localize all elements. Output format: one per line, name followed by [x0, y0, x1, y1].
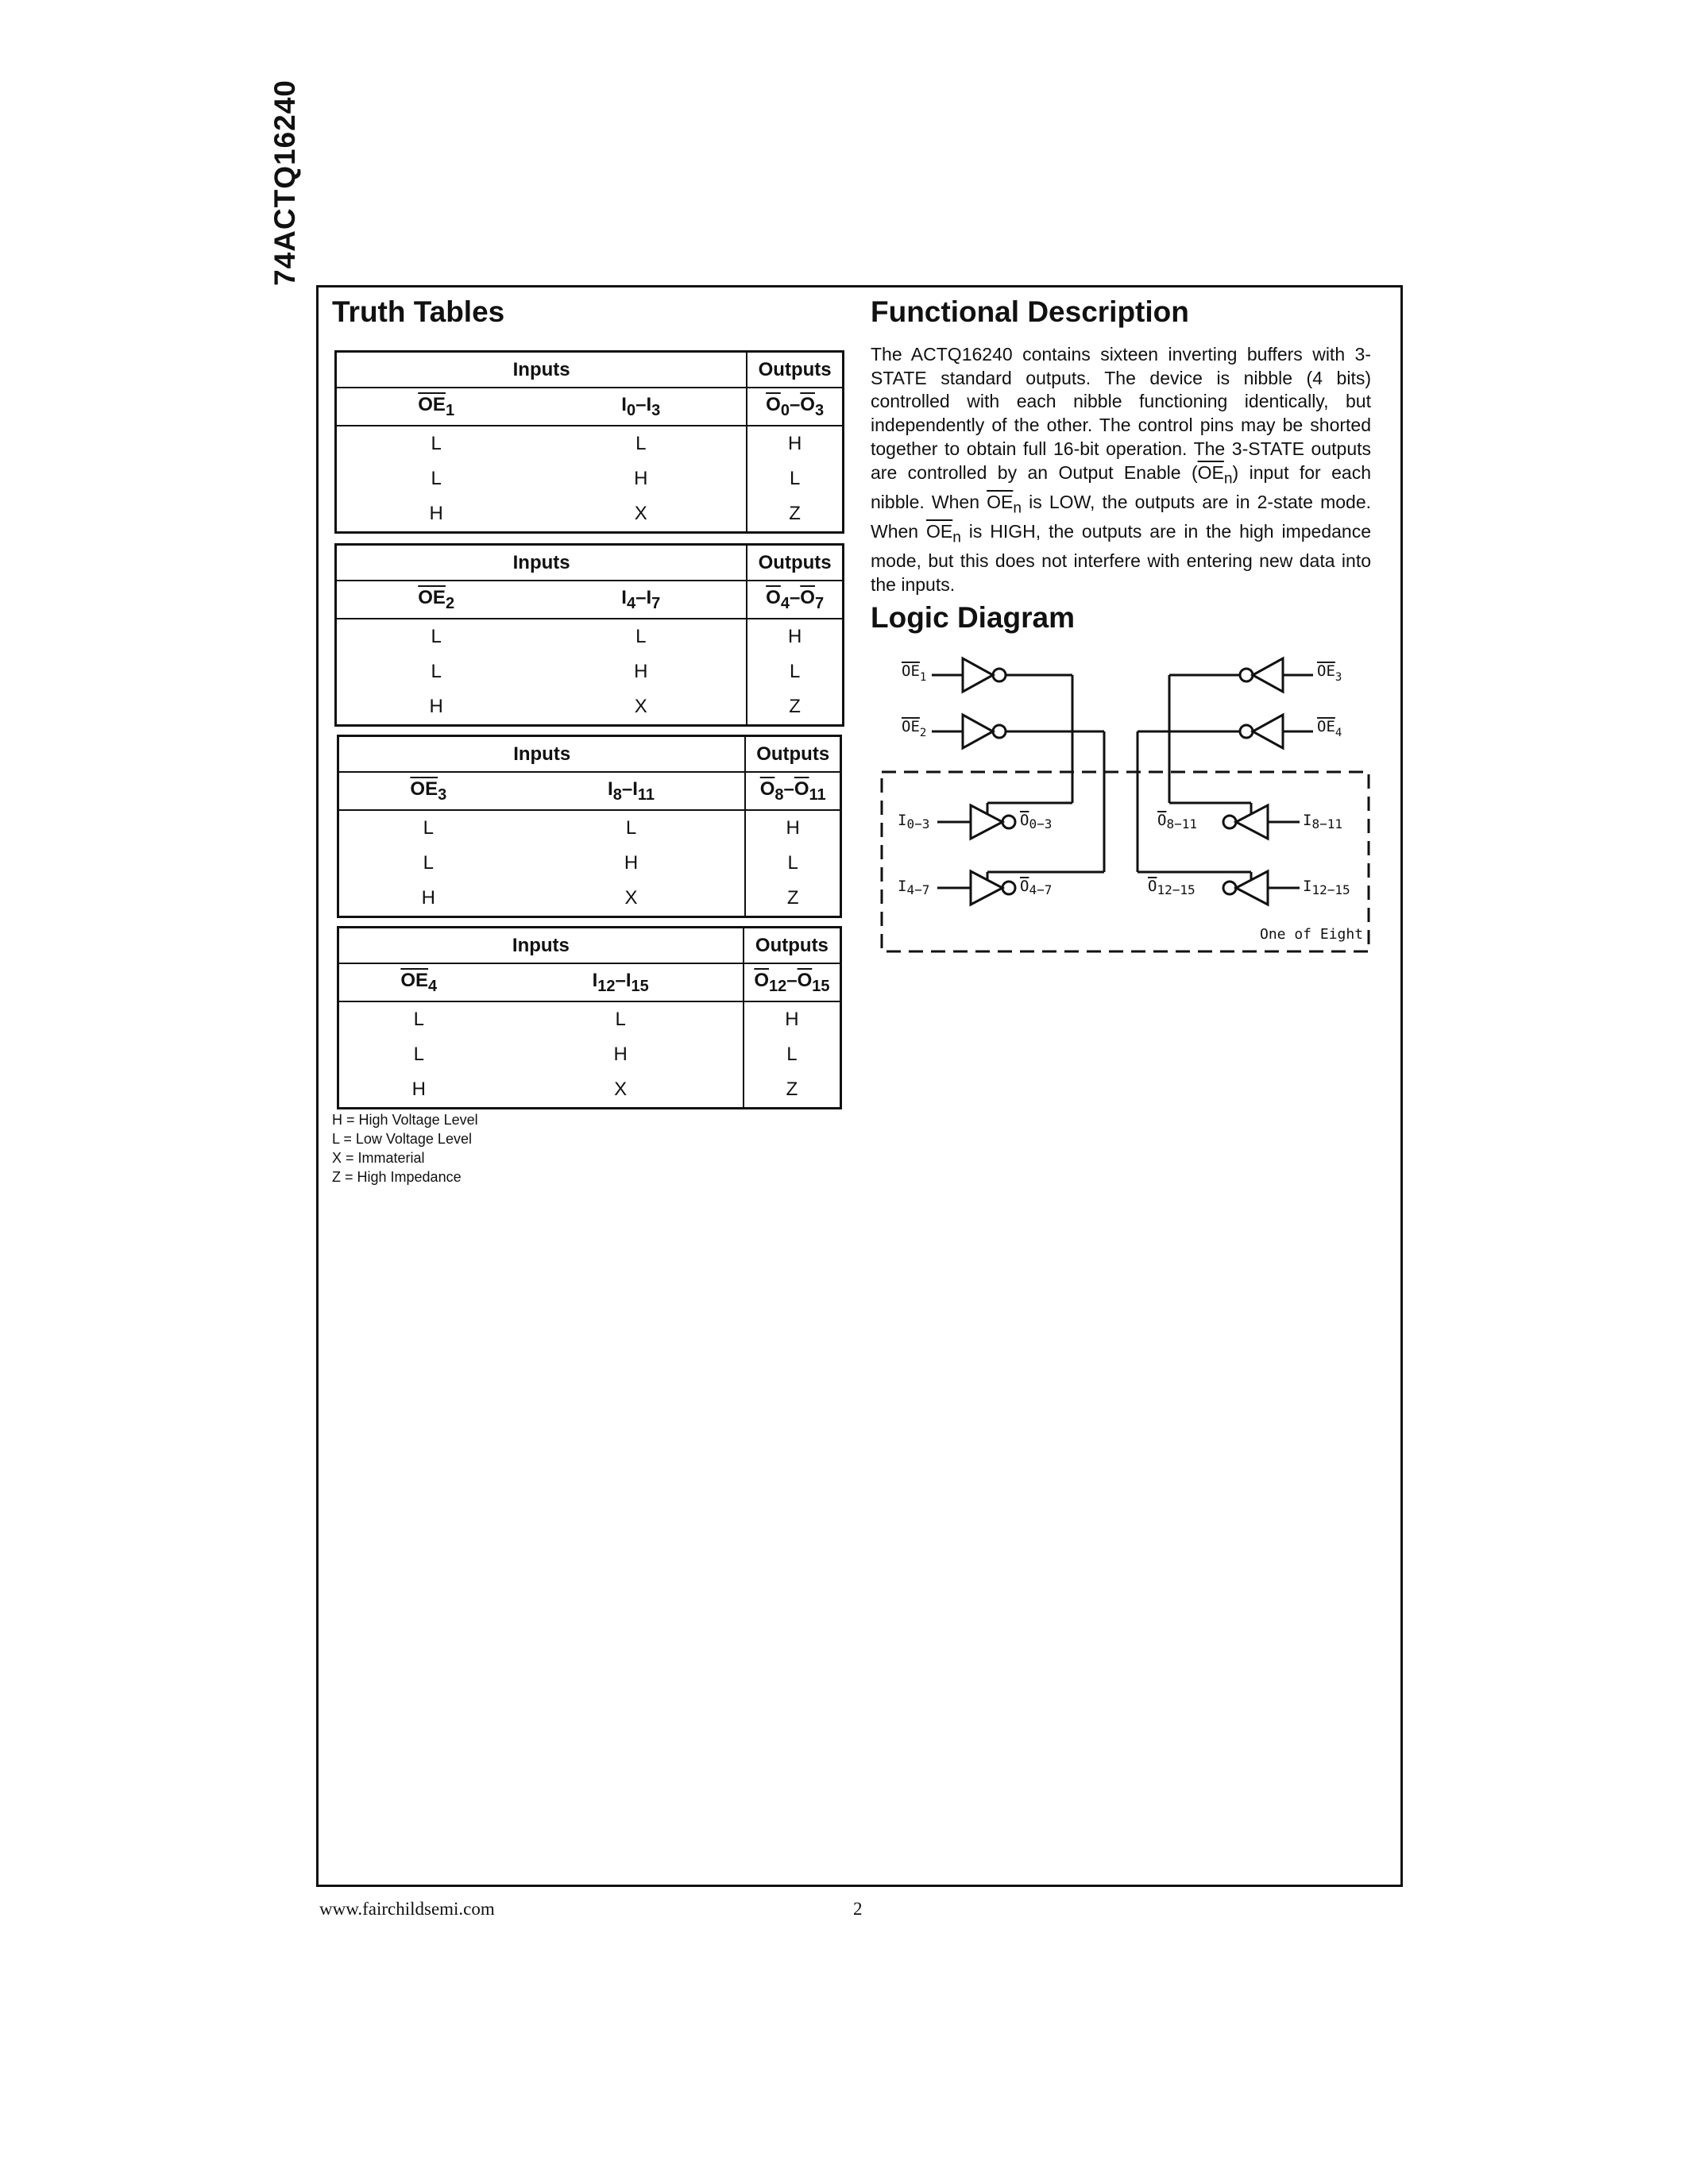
- output-range-header: $\overline{O}_8-\overline{O}_{11}$: [745, 772, 840, 810]
- oe3-label: $OE_3$: [1317, 662, 1342, 684]
- o0-3-label: $O_{0-3}$: [1020, 812, 1053, 832]
- table-row: L H L: [336, 654, 844, 689]
- table-row: H X Z: [336, 689, 844, 726]
- table-row: H X Z: [338, 1072, 841, 1109]
- outputs-header: Outputs: [745, 736, 840, 773]
- o4-7-label: $O_{4-7}$: [1020, 878, 1053, 897]
- oe4-label: $OE_4$: [1317, 718, 1342, 739]
- input-range-header: $I_{12}-I_{15}$: [499, 963, 744, 1001]
- buffer-i0-3: [898, 803, 1072, 839]
- legend-item: L = Low Voltage Level: [332, 1131, 472, 1147]
- table-row: L L H: [336, 426, 844, 461]
- table-row: L L H: [336, 619, 844, 654]
- buffer-i8-11: [1157, 803, 1342, 839]
- logic-diagram: [874, 647, 1382, 965]
- o12-15-label: $O_{12-15}$: [1148, 878, 1196, 897]
- inputs-header: Inputs: [338, 928, 744, 964]
- buffer-i12-15: [1138, 871, 1350, 905]
- table-row: L L H: [338, 810, 841, 846]
- truth-table-3: [337, 735, 842, 918]
- i4-7-label: $I_{4-7}$: [898, 878, 930, 897]
- outputs-header: Outputs: [744, 928, 841, 964]
- functional-description-title: Functional Description: [871, 295, 1189, 328]
- footer-website: www.fairchildsemi.com: [319, 1899, 495, 1919]
- side-part-number: 74ACTQ16240: [268, 79, 301, 286]
- functional-description-text: The ACTQ16240 contains sixteen inverting buffers with 3-STATE standard outputs. The device is nibble (4 bits) controlled with each nibble functioning identically, but independently of the other. The control pins may be shorted together to obtain full 16-bit operation. The 3-STATE outputs are controlled by an Output Enable $(\overline{OE}_n)$ input for each nibble. When $\overline{OE}_n$ is LOW, the outputs are in 2-state mode. When $\overline{OE}_n$ is HIGH, the outputs are in the high impedance mode, but this does not interfere with entering new data into the inputs.: [871, 344, 1371, 596]
- oe1-label: $OE_1$: [902, 662, 927, 684]
- one-of-eight-caption: One of Eight: [1260, 926, 1364, 943]
- truth-table-1: [334, 350, 844, 534]
- legend-item: H = High Voltage Level: [332, 1112, 478, 1128]
- oe-column-header: $\overline{OE}_2$: [336, 581, 536, 619]
- table-row: H X Z: [338, 881, 841, 917]
- truth-table-legend: [332, 1110, 478, 1187]
- input-range-header: $I_8-I_{11}$: [518, 772, 746, 810]
- inputs-header: Inputs: [336, 545, 747, 581]
- i12-15-label: $I_{12-15}$: [1303, 878, 1350, 897]
- legend-item: Z = High Impedance: [332, 1169, 462, 1185]
- table-row: L H L: [338, 846, 841, 881]
- table-row: L H L: [338, 1037, 841, 1072]
- oe2-buffer: [902, 715, 1104, 872]
- truth-tables-title: Truth Tables: [332, 295, 505, 328]
- truth-table-4: [337, 926, 842, 1109]
- outputs-header: Outputs: [747, 352, 843, 388]
- o8-11-label: $O_{8-11}$: [1157, 812, 1197, 832]
- table-row: L H L: [336, 461, 844, 496]
- i8-11-label: $I_{8-11}$: [1303, 812, 1342, 832]
- legend-item: X = Immaterial: [332, 1150, 425, 1166]
- output-range-header: $\overline{O}_0-\overline{O}_3$: [747, 388, 843, 426]
- oe-column-header: $\overline{OE}_4$: [338, 963, 499, 1001]
- buffer-i4-7: [898, 871, 1104, 905]
- logic-diagram-title: Logic Diagram: [871, 601, 1075, 634]
- oe-column-header: $\overline{OE}_3$: [338, 772, 518, 810]
- table-row: H X Z: [336, 496, 844, 533]
- input-range-header: $I_4-I_7$: [535, 581, 747, 619]
- output-range-header: $\overline{O}_{12}-\overline{O}_{15}$: [744, 963, 841, 1001]
- footer-page-number: 2: [853, 1899, 863, 1919]
- truth-table-2: [334, 543, 844, 727]
- i0-3-label: $I_{0-3}$: [898, 812, 930, 832]
- inputs-header: Inputs: [336, 352, 747, 388]
- oe2-label: $OE_2$: [902, 718, 927, 739]
- outputs-header: Outputs: [747, 545, 843, 581]
- side-title-area: [266, 282, 306, 496]
- output-range-header: $\overline{O}_4-\overline{O}_7$: [747, 581, 843, 619]
- oe-column-header: $\overline{OE}_1$: [336, 388, 536, 426]
- table-row: L L H: [338, 1001, 841, 1037]
- input-range-header: $I_0-I_3$: [535, 388, 747, 426]
- one-of-eight-box: [882, 772, 1369, 951]
- inputs-header: Inputs: [338, 736, 746, 773]
